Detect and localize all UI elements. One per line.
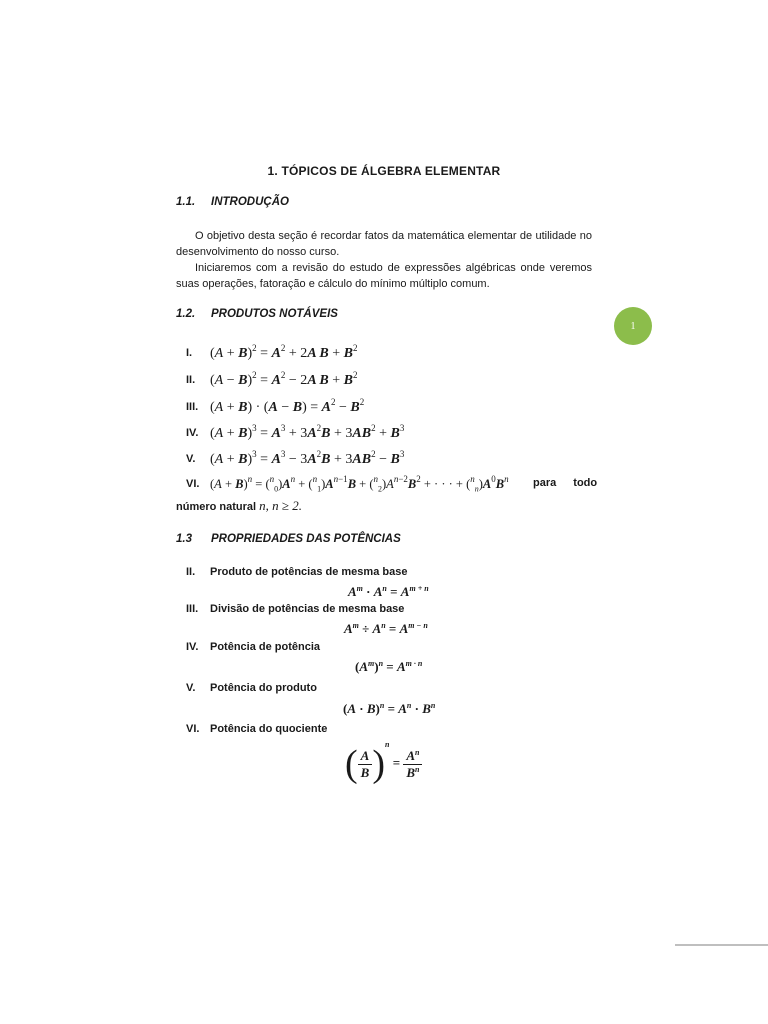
continuation-text: número natural — [176, 501, 257, 513]
item-label: III. — [186, 603, 199, 615]
formula-cube-of-sum: $(A + B)^3 = A^3 + 3A^2B + 3AB^2 + B^3$ — [210, 423, 405, 441]
intro-paragraph-2 — [176, 260, 592, 292]
formula-product-same-base: $A^m \cdot A^n = A^{m + n}$ — [348, 584, 429, 599]
item-label: V. — [186, 453, 196, 465]
item-label: III. — [186, 401, 199, 413]
formula-power-of-power: $(A^m)^n = A^{m \cdot n}$ — [355, 659, 423, 674]
section-title: PROPRIEDADES DAS POTÊNCIAS — [211, 533, 401, 545]
binomial-continuation — [176, 498, 302, 514]
paragraph-text: O objetivo desta seção é recordar fatos da matemática elementar de utilidade no desenvolvimento do nosso curso. — [176, 230, 592, 258]
intro-paragraph-1 — [176, 228, 592, 260]
item-label: VI. — [186, 478, 200, 490]
section-heading-potencias — [176, 533, 401, 545]
item-label: IV. — [186, 641, 199, 653]
formula-division-same-base: $A^m \div A^n = A^{m - n}$ — [344, 621, 428, 636]
item-label: I. — [186, 347, 193, 359]
item-label: IV. — [186, 427, 199, 439]
property-title: Produto de potências de mesma base — [210, 566, 408, 578]
section-heading-intro — [176, 196, 289, 208]
paragraph-text: Iniciaremos com a revisão do estudo de expressões algébricas onde veremos suas operações, fatoração e cálculo do mínimo múltiplo comum. — [176, 262, 592, 290]
binomial-tail-text: para todo — [533, 477, 598, 489]
property-title: Potência do produto — [210, 682, 317, 694]
chapter-title: 1. TÓPICOS DE ÁLGEBRA ELEMENTAR — [267, 164, 501, 178]
section-number: 1.1. — [176, 196, 196, 208]
property-title: Divisão de potências de mesma base — [210, 603, 405, 615]
footer-rule — [675, 944, 768, 946]
formula-cube-of-difference: $(A + B)^3 = A^3 - 3A^2B + 3AB^2 - B^3$ — [210, 449, 405, 467]
formula-power-of-product: $(A \cdot B)^n = A^n \cdot B^n$ — [343, 701, 436, 716]
formula-square-of-sum: $(A + B)^2 = A^2 + 2A$ $B + B^2$ — [210, 343, 358, 361]
item-label: VI. — [186, 723, 200, 735]
section-number: 1.2. — [176, 308, 196, 320]
section-heading-produtos — [176, 308, 338, 320]
formula-binomial-theorem: $(A + B)^n = (^n_0)A^n + (^n_1)A^{n-1}B + (^n_2)A^{n-2}B^2$ + · · · + $(^n_n)A^0B^n$ — [210, 474, 509, 494]
formula-sum-times-difference: $(A + B) \cdot (A - B) = A^2 - B^2$ — [210, 397, 365, 415]
item-label: V. — [186, 682, 196, 694]
formula-square-of-difference: $(A - B)^2 = A^2 - 2A$ $B + B^2$ — [210, 370, 358, 388]
item-label: II. — [186, 374, 196, 386]
property-title: Potência do quociente — [210, 723, 328, 735]
formula-power-of-quotient: ( $\frac{A}{B}$ )$^n$ = $\frac{A^n}{B^n}$ — [345, 740, 422, 783]
page-number-badge: 1 — [614, 307, 652, 345]
property-title: Potência de potência — [210, 641, 321, 653]
section-title: INTRODUÇÃO — [211, 196, 289, 208]
item-label: II. — [186, 566, 196, 578]
section-title: PRODUTOS NOTÁVEIS — [211, 308, 338, 320]
section-number: 1.3 — [176, 533, 192, 545]
continuation-math: n, n ≥ 2. — [259, 498, 303, 513]
